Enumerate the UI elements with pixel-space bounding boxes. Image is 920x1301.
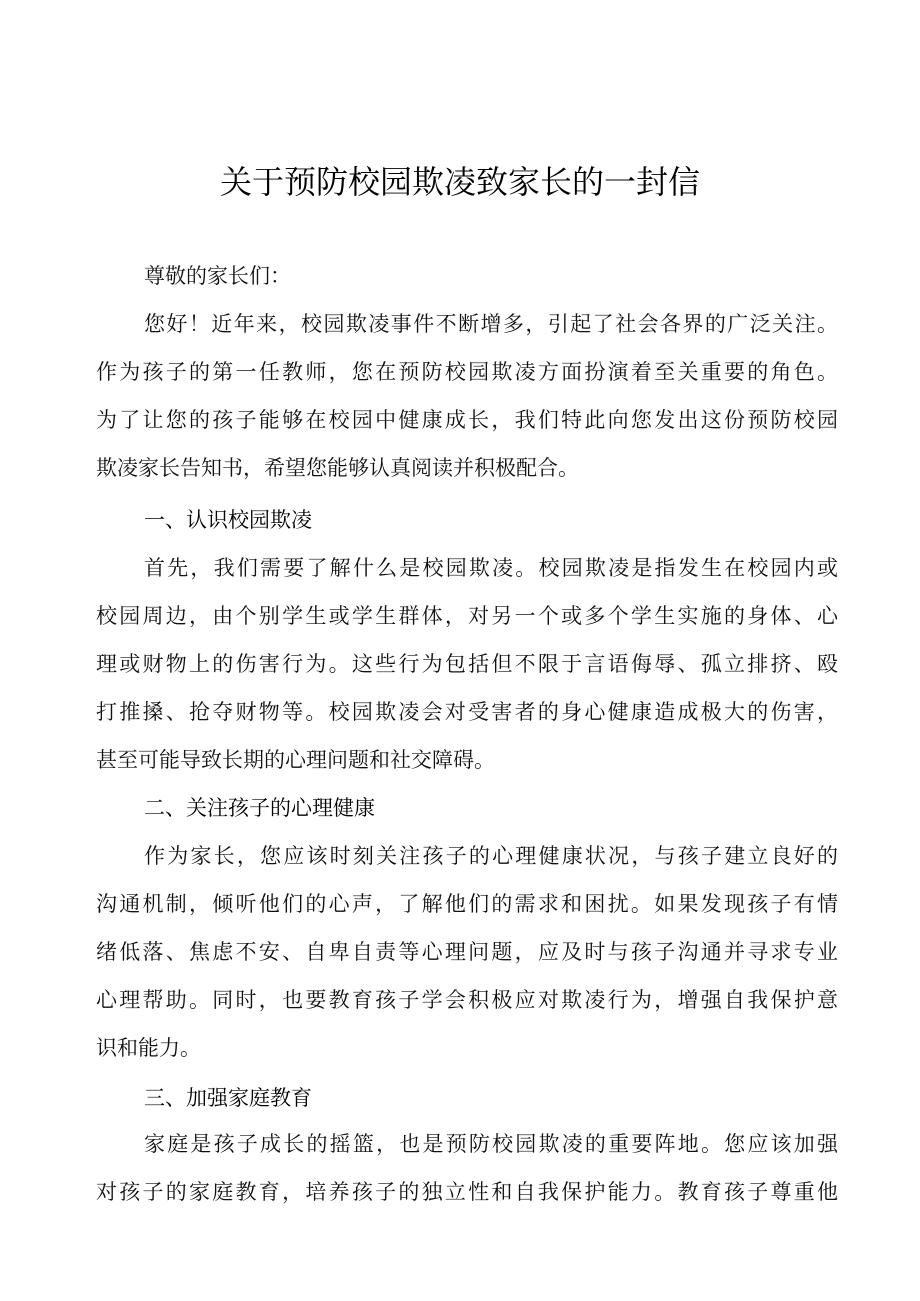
section-heading: 三、加强家庭教育 [144, 1086, 312, 1110]
section-line: 打推搡、抢夺财物等。校园欺凌会对受害者的身心健康造成极大的伤害， [96, 700, 838, 724]
section-body [96, 832, 838, 1072]
intro-line: 为了让您的孩子能够在校园中健康成长，我们特此向您发出这份预防校园 [96, 408, 838, 432]
section-line: 作为家长，您应该时刻关注孩子的心理健康状况，与孩子建立良好的 [144, 844, 838, 868]
section-line: 家庭是孩子成长的摇篮，也是预防校园欺凌的重要阵地。您应该加强 [144, 1132, 838, 1156]
section-body [96, 544, 838, 784]
intro-line: 您好！近年来，校园欺凌事件不断增多，引起了社会各界的广泛关注。 [144, 312, 838, 336]
intro-line: 欺凌家长告知书，希望您能够认真阅读并积极配合。 [96, 456, 579, 480]
greeting: 尊敬的家长们： [144, 264, 291, 288]
section-line: 对孩子的家庭教育，培养孩子的独立性和自我保护能力。教育孩子尊重他 [96, 1180, 838, 1204]
section-body [96, 1120, 838, 1216]
section-line: 甚至可能导致长期的心理问题和社交障碍。 [96, 748, 495, 772]
section-line: 首先，我们需要了解什么是校园欺凌。校园欺凌是指发生在校园内或 [144, 556, 838, 580]
section-line: 校园周边，由个别学生或学生群体，对另一个或多个学生实施的身体、心 [96, 604, 838, 628]
section-heading: 一、认识校园欺凌 [144, 508, 312, 532]
section-line: 绪低落、焦虑不安、自卑自责等心理问题，应及时与孩子沟通并寻求专业 [96, 940, 838, 964]
intro-block [96, 252, 838, 492]
section-line: 沟通机制，倾听他们的心声，了解他们的需求和困扰。如果发现孩子有情 [96, 892, 838, 916]
section-line: 识和能力。 [96, 1036, 201, 1060]
section-heading: 二、关注孩子的心理健康 [144, 796, 375, 820]
intro-line: 作为孩子的第一任教师，您在预防校园欺凌方面扮演着至关重要的角色。 [96, 360, 838, 384]
section-line: 心理帮助。同时，也要教育孩子学会积极应对欺凌行为，增强自我保护意 [96, 988, 838, 1012]
page-title: 关于预防校园欺凌致家长的一封信 [219, 163, 700, 201]
section-line: 理或财物上的伤害行为。这些行为包括但不限于言语侮辱、孤立排挤、殴 [96, 652, 838, 676]
